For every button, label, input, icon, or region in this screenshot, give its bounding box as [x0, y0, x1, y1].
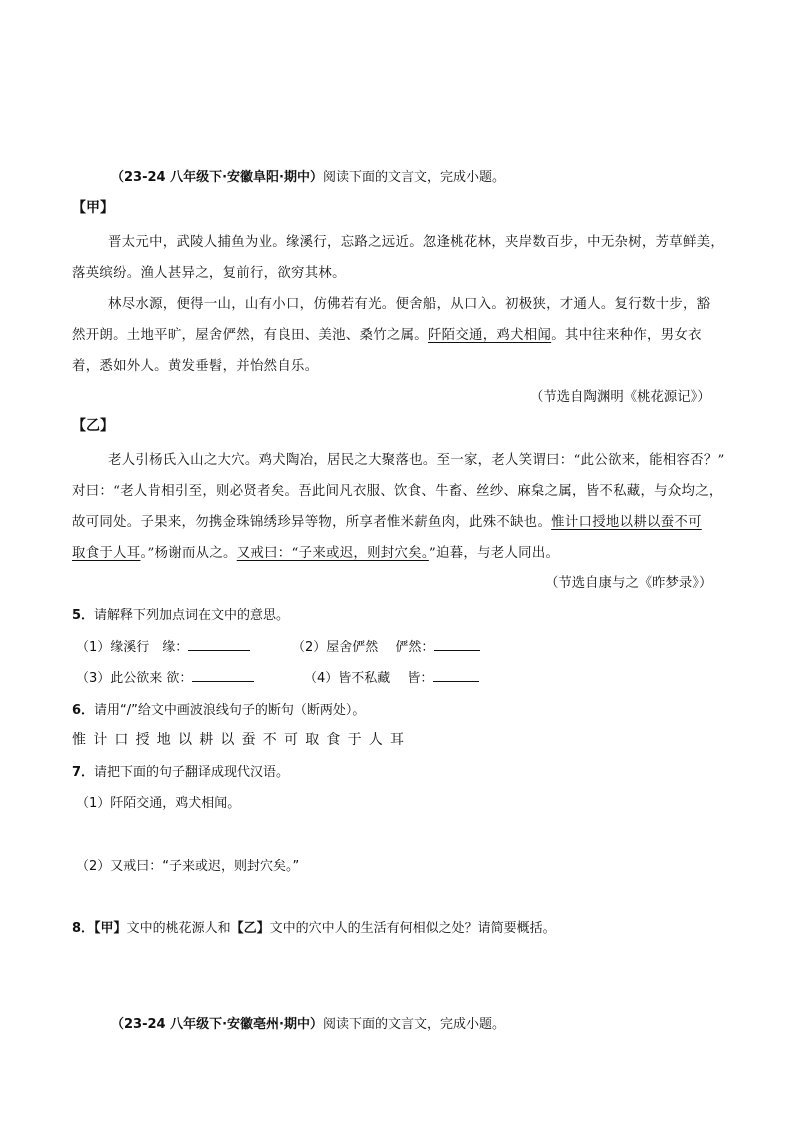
jia-ref-label: 【甲】: [94, 921, 127, 936]
yi-line2: 对曰：“老人肯相引至，则必贤者矣。吾此间凡衣服、饮食、牛畜、丝纱、麻枲之属，皆不私藏，与众均之，: [72, 484, 723, 499]
question-8-number: 8．: [72, 921, 95, 936]
question-6-number: 6．: [72, 703, 95, 718]
problem2-source-text: 阅读下面的文言文，完成小题。: [322, 1017, 505, 1032]
problem2-source-prefix: （23-24 八年级下·安徽亳州·期中）: [111, 1017, 323, 1032]
question-5-item-1: [76, 636, 250, 655]
yi-text-segment: ”迫暮，与老人同出。: [428, 546, 560, 561]
jia-label: 【甲】: [72, 200, 114, 216]
question-8-text: 文中的穴中人的生活有何相似之处？请简要概括。: [269, 921, 556, 936]
answer-blank[interactable]: [433, 669, 479, 682]
jia-paragraph2-line3: 着，悉如外人。黄发垂髫，并怡然自乐。: [72, 359, 319, 374]
jia-text-segment: 然开朗。土地平旷，屋舍俨然，有良田、美池、桑竹之属。: [72, 328, 428, 343]
question-5: [72, 604, 289, 623]
jia-paragraph1-line1: 晋太元中，武陵人捕鱼为业。缘溪行，忘路之远近。忽逢桃花林，夹岸数百步，中无杂树，芳草鲜美，: [108, 235, 725, 250]
question-6: [72, 699, 365, 718]
question-6-text: 请用“/”给文中画波浪线句子的断句（断两处）。: [94, 703, 366, 718]
wavy-underlined-sentence-end: 取食于人耳: [72, 546, 141, 561]
question-5-item-2: [292, 636, 480, 655]
question-5-item-4: [304, 667, 479, 686]
yi-line3: [72, 511, 702, 530]
item-label: （1）缘溪行 缘：: [76, 640, 189, 655]
question-5-number: 5．: [72, 608, 95, 623]
jia-paragraph2-line1: 林尽水源，便得一山，山有小口，仿佛若有光。便舍船，从口入。初极狭，才通人。复行数十步，豁: [108, 297, 711, 312]
jia-text-segment: 。其中往来种作，男女衣: [551, 328, 702, 343]
item-label: （2）屋舍俨然 俨然：: [292, 640, 435, 655]
jia-reference: （节选自陶渊明《桃花源记》）: [530, 390, 711, 405]
problem2-source: [111, 1013, 505, 1032]
answer-blank[interactable]: [192, 669, 254, 682]
yi-text-segment: 故可同处。子果来，勿携金珠锦绣珍异等物，所享者惟米薪鱼肉，此殊不缺也。: [72, 515, 552, 530]
yi-line4: [72, 542, 559, 561]
question-7-text: 请把下面的句子翻译成现代汉语。: [94, 765, 290, 780]
yi-line1: 老人引杨氏入山之大穴。鸡犬陶冶，居民之大聚落也。至一家，老人笑谓曰：“此公欲来，能相容否？”: [108, 453, 725, 468]
jia-paragraph1-line2: 落英缤纷。渔人甚异之，复前行，欲穷其林。: [72, 266, 346, 281]
question-7-item-1: （1）阡陌交通，鸡犬相闻。: [76, 796, 241, 811]
problem1-source-text: 阅读下面的文言文，完成小题。: [322, 170, 505, 185]
answer-blank[interactable]: [434, 638, 480, 651]
problem1-source: [111, 166, 505, 185]
wavy-underlined-sentence: 惟计口授地以耕以蚕不可: [551, 515, 702, 530]
question-7: [72, 761, 289, 780]
question-7-number: 7．: [72, 765, 95, 780]
item-label: （4）皆不私藏 皆：: [304, 671, 434, 686]
jia-paragraph2-line2: [72, 324, 702, 343]
underlined-sentence-2: 又戒曰：“子来或迟，则封穴矣。: [236, 546, 429, 561]
problem1-source-prefix: （23-24 八年级下·安徽阜阳·期中）: [111, 170, 323, 185]
yi-label: 【乙】: [72, 418, 114, 434]
question-7-item-2: （2）又戒曰：“子来或迟，则封穴矣。”: [76, 859, 300, 874]
answer-blank[interactable]: [188, 638, 250, 651]
yi-reference: （节选自康与之《昨梦录》）: [545, 576, 713, 591]
yi-ref-label: 【乙】: [230, 921, 270, 936]
question-5-text: 请解释下列加点词在文中的意思。: [94, 608, 290, 623]
question-8: [72, 917, 556, 936]
question-5-item-3: [76, 667, 254, 686]
question-6-sentence: 惟计口授地以耕以蚕不可取食于人耳: [72, 732, 412, 748]
underlined-sentence-1: 阡陌交通，鸡犬相闻: [427, 328, 552, 343]
question-8-text-part: 文中的桃花源人和: [126, 921, 231, 936]
item-label: （3）此公欲来 欲：: [76, 671, 193, 686]
yi-text-segment: 。”杨谢而从之。: [140, 546, 237, 561]
